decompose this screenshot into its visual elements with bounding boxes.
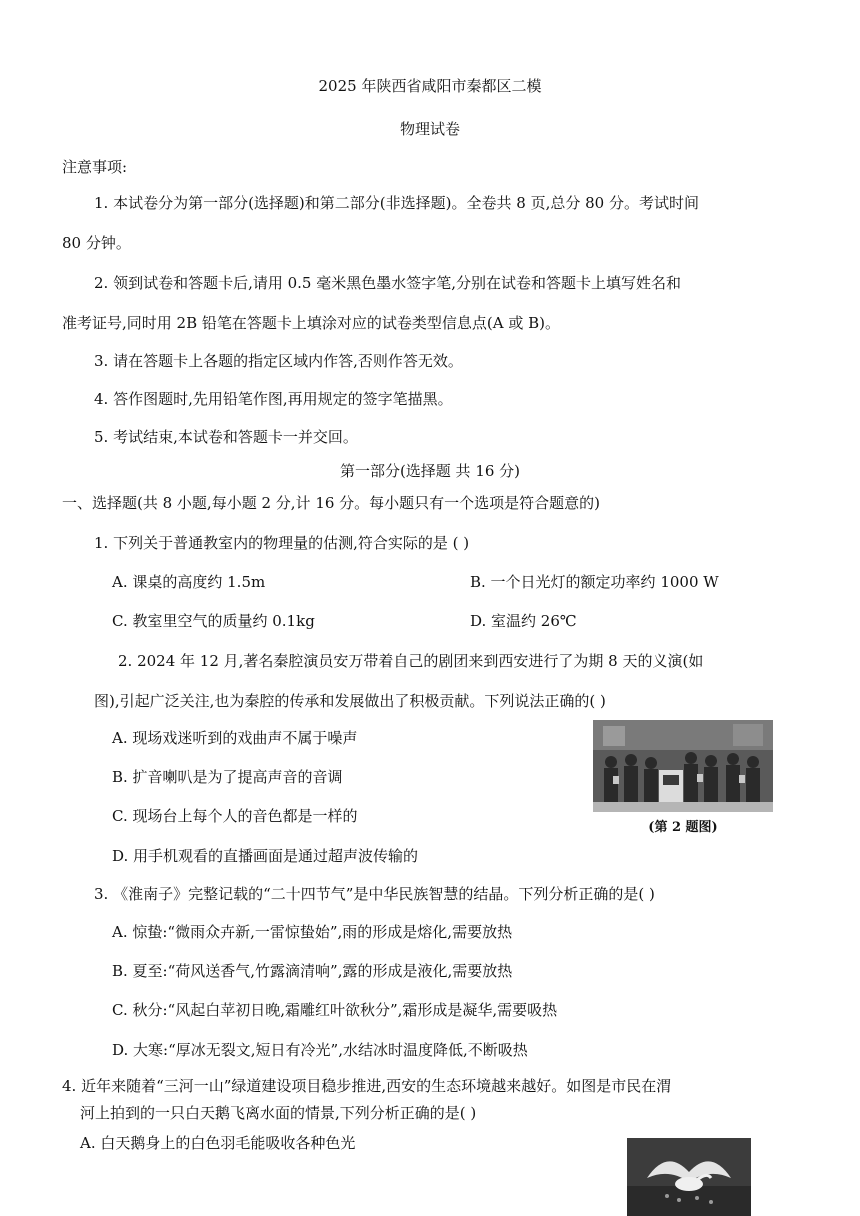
q4-stem-line-1: 4. 近年来随着“三河一山”绿道建设项目稳步推进,西安的生态环境越来越好。如图是市民在渭 [62,1077,672,1095]
q2-option-a: A. 现场戏迷听到的戏曲声不属于噪声 [112,729,358,747]
swan-photo [627,1138,751,1216]
opera-photo [593,720,773,812]
q2-figure-caption: (第 2 题图) [648,820,718,835]
q2-option-d: D. 用手机观看的直播画面是通过超声波传输的 [112,847,419,865]
q3-option-c: C. 秋分:“风起白苹初日晚,霜雕红叶欲秋分”,霜形成是凝华,需要吸热 [112,1001,558,1019]
q1-option-b: B. 一个日光灯的额定功率约 1000 W [470,573,719,591]
q3-option-d: D. 大寒:“厚冰无裂文,短日有冷光”,水结冰时温度降低,不断吸热 [112,1041,528,1059]
notice-item-1-line-2: 80 分钟。 [62,234,131,252]
q1-option-c: C. 教室里空气的质量约 0.1kg [112,612,315,630]
q1-option-d: D. 室温约 26℃ [470,612,577,630]
q4-stem-line-2: 河上拍到的一只白天鹅飞离水面的情景,下列分析正确的是( ) [80,1104,477,1122]
exam-subject: 物理试卷 [399,120,460,138]
part1-heading: 第一部分(选择题 共 16 分) [339,462,521,480]
section-heading: 一、选择题(共 8 小题,每小题 2 分,计 16 分。每小题只有一个选项是符合题意的) [62,494,601,512]
notice-item-3: 3. 请在答题卡上各题的指定区域内作答,否则作答无效。 [94,352,463,370]
q2-option-b: B. 扩音喇叭是为了提高声音的音调 [112,768,343,786]
notice-item-1-line-1: 1. 本试卷分为第一部分(选择题)和第二部分(非选择题)。全卷共 8 页,总分 80 分。考试时间 [94,194,699,212]
notice-item-5: 5. 考试结束,本试卷和答题卡一并交回。 [94,428,358,446]
q3-stem: 3. 《淮南子》完整记载的“二十四节气”是中华民族智慧的结晶。下列分析正确的是( ) [94,885,655,903]
notice-item-4: 4. 答作图题时,先用铅笔作图,再用规定的签字笔描黑。 [94,390,453,408]
notice-heading: 注意事项: [62,158,128,176]
q1-stem: 1. 下列关于普通教室内的物理量的估测,符合实际的是 ( ) [94,534,470,552]
notice-item-2-line-1: 2. 领到试卷和答题卡后,请用 0.5 毫米黑色墨水签字笔,分别在试卷和答题卡上填写姓名和 [94,274,682,292]
exam-title: 2025 年陕西省咸阳市秦都区二模 [318,77,542,95]
q2-stem-line-1: 2. 2024 年 12 月,著名秦腔演员安万带着自己的剧团来到西安进行了为期 8 天的义演(如 [118,652,704,670]
q4-option-a: A. 白天鹅身上的白色羽毛能吸收各种色光 [80,1134,356,1152]
q1-option-a: A. 课桌的高度约 1.5m [112,573,266,591]
notice-item-2-line-2: 准考证号,同时用 2B 铅笔在答题卡上填涂对应的试卷类型信息点(A 或 B)。 [62,314,560,332]
q2-option-c: C. 现场台上每个人的音色都是一样的 [112,807,358,825]
q2-figure [593,720,773,836]
q3-option-a: A. 惊蛰:“微雨众卉新,一雷惊蛰始”,雨的形成是熔化,需要放热 [112,923,513,941]
q2-stem-line-2: 图),引起广泛关注,也为秦腔的传承和发展做出了积极贡献。下列说法正确的( ) [94,692,606,710]
q3-option-b: B. 夏至:“荷风送香气,竹露滴清响”,露的形成是液化,需要放热 [112,962,513,980]
